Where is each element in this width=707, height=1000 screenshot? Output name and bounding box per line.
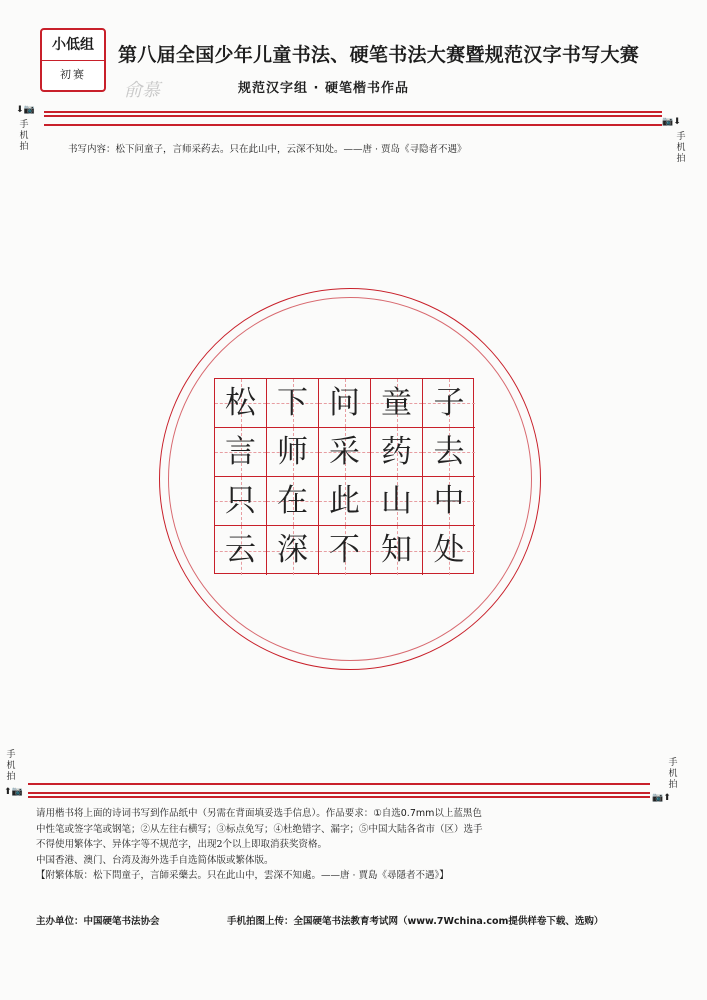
grid-cell: 言 [215, 428, 267, 477]
grid-cell: 采 [319, 428, 371, 477]
writing-grid [214, 378, 474, 574]
grid-cell: 问 [319, 379, 371, 428]
category-subtitle: 规范汉字组 · 硬笔楷书作品 [238, 81, 409, 96]
grid-cell: 师 [267, 428, 319, 477]
top-left-marker-icons: ⬇📷 [16, 105, 35, 115]
grid-cell: 子 [423, 379, 475, 428]
top-red-line-2 [44, 115, 662, 117]
requirement-line: 请用楷书将上面的诗词书写到作品纸中（另需在背面填妥选手信息）。作品要求：①自选0.7mm以上蓝黑色 [36, 808, 482, 819]
grid-cell: 不 [319, 526, 371, 575]
bottom-right-marker-icons: 📷⬆ [652, 793, 671, 803]
grid-cell: 在 [267, 477, 319, 526]
bottom-red-line-1 [28, 783, 650, 785]
grid-cell: 知 [371, 526, 423, 575]
requirement-line: 中性笔或签字笔或钢笔；②从左往右横写；③标点免写；④杜绝错字、漏字；⑤中国大陆各省市（区）选手 [36, 823, 483, 835]
requirement-line: 中国香港、澳门、台湾及海外选手自选简体版或繁体版。 [36, 854, 274, 866]
grid-cell: 山 [371, 477, 423, 526]
grid-cell: 药 [371, 428, 423, 477]
student-signature: 俞慕 [124, 80, 160, 101]
grid-cell: 处 [423, 526, 475, 575]
group-badge [40, 28, 106, 92]
top-red-line-1 [44, 111, 662, 113]
traditional-version: 【附繁体版：松下問童子，言師采藥去。只在此山中，雲深不知處。——唐 · 賈島《尋隱者不遇》】 [36, 870, 449, 881]
grid-cell: 松 [215, 379, 267, 428]
grid-cell: 下 [267, 379, 319, 428]
bottom-red-line-3 [28, 796, 650, 798]
bottom-red-line-2 [28, 792, 650, 794]
grid-cell: 童 [371, 379, 423, 428]
round-label: 初赛 [60, 68, 86, 81]
competition-title: 第八届全国少年儿童书法、硬笔书法大赛暨规范汉字书写大赛 [118, 44, 640, 66]
grid-cell: 中 [423, 477, 475, 526]
bottom-left-phone-label: 手机拍 [6, 750, 16, 782]
bottom-right-phone-label: 手机拍 [668, 758, 678, 790]
top-right-marker-icons: 📷⬇ [662, 117, 681, 127]
grid-cell: 只 [215, 477, 267, 526]
bottom-left-marker-icons: ⬆📷 [4, 787, 23, 797]
upload-info: 手机拍图上传：全国硬笔书法教育考试网（www.7Wchina.com提供样卷下载、选购） [227, 916, 604, 927]
top-red-line-3 [44, 124, 662, 126]
grid-cell: 云 [215, 526, 267, 575]
requirement-line: 不得使用繁体字、异体字等不规范字，出现2个以上即取消获奖资格。 [36, 839, 328, 850]
writing-content: 书写内容：松下问童子，言师采药去。只在此山中，云深不知处。——唐 · 贾岛《寻隐者不遇》 [68, 144, 467, 155]
group-label: 小低组 [42, 30, 104, 61]
grid-cell: 深 [267, 526, 319, 575]
requirements-block [36, 806, 662, 884]
grid-cell: 此 [319, 477, 371, 526]
top-right-phone-label: 手机拍 [676, 132, 686, 164]
grid-cell: 去 [423, 428, 475, 477]
top-left-phone-label: 手机拍 [19, 120, 29, 152]
organizer: 主办单位：中国硬笔书法协会 [36, 916, 160, 927]
